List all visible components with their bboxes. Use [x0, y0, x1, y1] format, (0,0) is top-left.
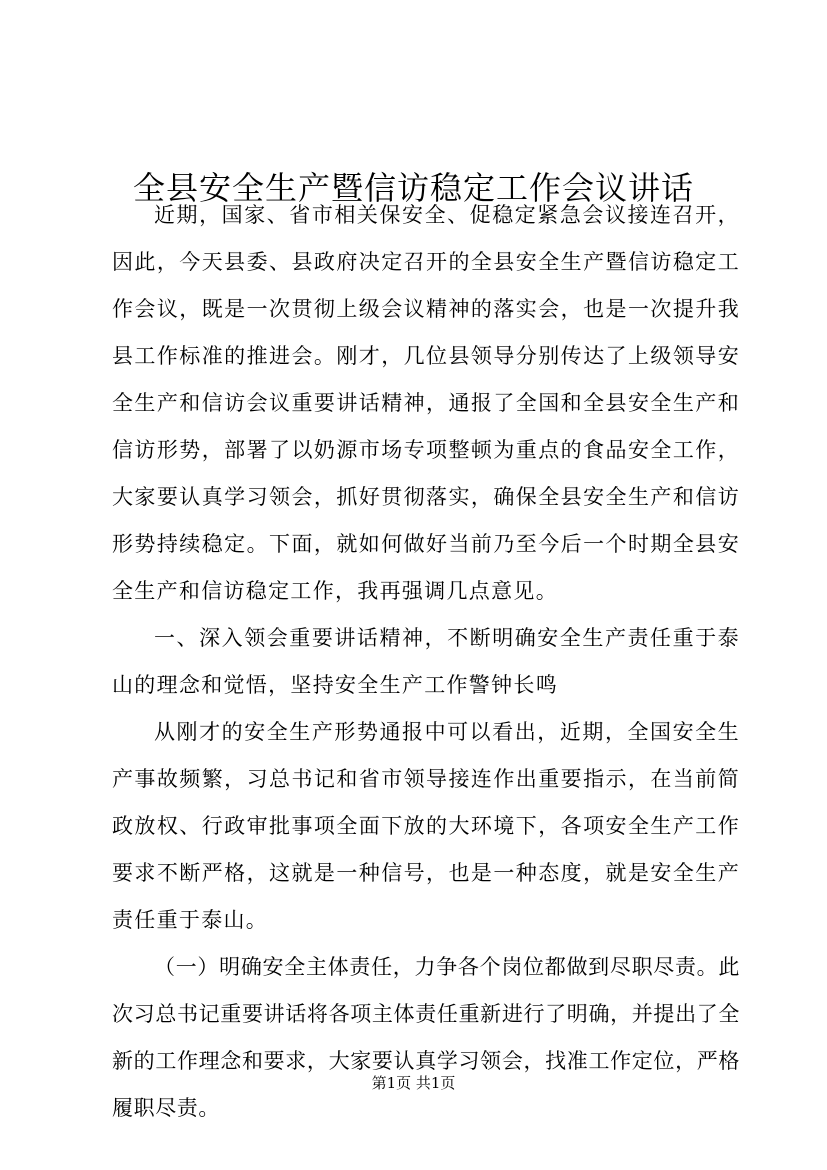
document-body — [112, 192, 740, 1132]
paragraph-situation: 从刚才的安全生产形势通报中可以看出，近期，全国安全生产事故频繁，习总书记和省市领导接连作出重要指示，在当前简政放权、行政审批事项全面下放的大环境下，各项安全生产工作要求不断严格，这就是一种信号，也是一种态度，就是安全生产责任重于泰山。 — [112, 720, 740, 932]
page-number-footer: 第1页 共1页 — [371, 1074, 456, 1092]
paragraph-intro: 近期，国家、省市相关保安全、促稳定紧急会议接连召开，因此，今天县委、县政府决定召开的全县安全生产暨信访稳定工作会议，既是一次贯彻上级会议精神的落实会，也是一次提升我县工作标准的推进会。刚才，几位县领导分别传达了上级领导安全生产和信访会议重要讲话精神，通报了全国和全县安全生产和信访形势，部署了以奶源市场专项整顿为重点的食品安全工作，大家要认真学习领会，抓好贯彻落实，确保全县安全生产和信访形势持续稳定。下面，就如何做好当前乃至今后一个时期全县安全生产和信访稳定工作，我再强调几点意见。 — [112, 203, 740, 603]
document-title: 全县安全生产暨信访稳定工作会议讲话 — [132, 169, 694, 208]
paragraph-subsection-one: （一）明确安全主体责任，力争各个岗位都做到尽职尽责。此次习总书记重要讲话将各项主体责任重新进行了明确，并提出了全新的工作理念和要求，大家要认真学习领会，找准工作定位，严格履职尽责。 — [112, 955, 740, 1120]
paragraph-section-one-heading: 一、深入领会重要讲话精神，不断明确安全生产责任重于泰山的理念和觉悟，坚持安全生产工作警钟长鸣 — [112, 626, 740, 697]
